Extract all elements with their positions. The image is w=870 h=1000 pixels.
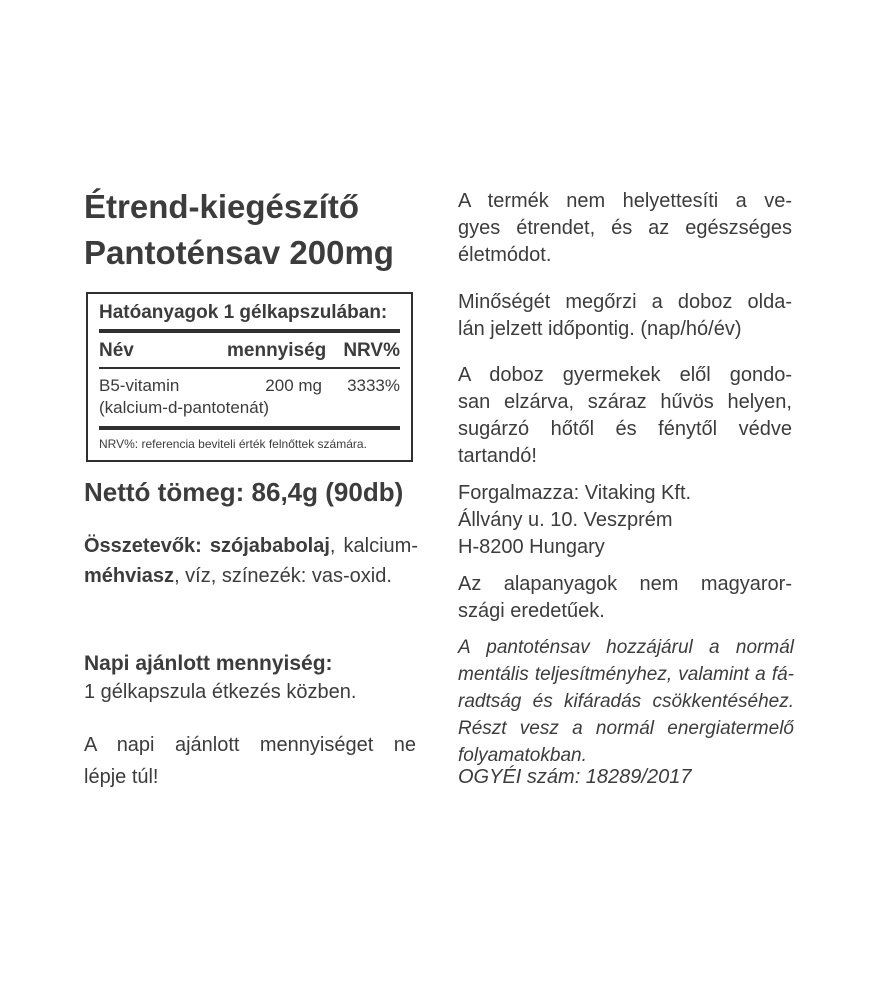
thick-divider [99,329,400,333]
text-line: Étrend-kiegészítő [84,188,360,225]
best-before-note [458,289,792,343]
ogyei-number: OGYÉI szám: 18289/2017 [458,766,692,788]
text-line: életmódot. [458,244,552,266]
origin-note [458,571,792,625]
text-line: A doboz gyermekek elől gondo- [458,364,792,386]
text-line: A napi ajánlott mennyiséget ne [84,734,416,756]
text-line: radtság és kifáradás csökkentéséhez. [458,691,794,712]
storage-warning [458,362,792,470]
thick-divider [99,426,400,430]
text-line: folyamatokban. [458,745,587,766]
text-line: H-8200 Hungary [458,536,605,558]
text-line: Állvány u. 10. Veszprém [458,509,673,531]
text-line: A pantoténsav hozzájárul a normál [458,637,794,658]
text-line: tartandó! [458,445,537,467]
ingredient-name: B5-vitamin [99,376,180,395]
ingredients-paragraph [84,531,418,591]
product-disclaimer [458,188,792,269]
table-row [99,375,400,397]
text-line: szági eredetűek. [458,600,605,622]
overdose-warning [84,729,416,793]
ingredient-name-detail: (kalcium-d-pantotenát) [99,398,270,417]
text-line: sugárzó hőtől és fénytől védve [458,418,792,440]
text-line: Pantoténsav 200mg [84,234,394,271]
text-line: Részt vesz a normál energiatermelő [458,718,794,739]
ingredient-amount: 200 mg [265,376,322,395]
table-header-row [99,339,400,362]
text-line: Az alapanyagok nem magyaror- [458,573,792,595]
ingredient-nrv: 3333% [347,376,400,395]
text-line: Forgalmazza: Vitaking Kft. [458,482,692,504]
health-claims [458,634,794,769]
daily-dose-text: 1 gélkapszula étkezés közben. [84,681,357,703]
text-line: mentális teljesítményhez, valamint a fá- [458,664,794,685]
column-header-name: Név [99,340,134,361]
text-line: Összetevők: szójababolaj, kalcium- [84,535,418,557]
text-line: san elzárva, száraz hűvös helyen, [458,391,792,413]
text-line: gyes étrendet, és az egészséges [458,217,792,239]
text-line: méhviasz, víz, színezék: vas-oxid. [84,565,392,587]
text-line: lán jelzett időpontig. (nap/hó/év) [458,318,742,340]
supplement-facts-table [86,292,413,462]
table-title: Hatóanyagok 1 gélkapszulában: [99,302,388,323]
daily-dose-heading: Napi ajánlott mennyiség: [84,652,333,675]
column-header-amount: mennyiség [227,340,327,361]
column-header-nrv: NRV% [343,340,400,361]
net-weight: Nettó tömeg: 86,4g (90db) [84,477,404,507]
text-line: A termék nem helyettesíti a ve- [458,190,792,212]
distributor-address [458,480,792,561]
page-title [84,184,424,276]
text-line: Minőségét megőrzi a doboz olda- [458,291,792,313]
text-line: lépje túl! [84,766,159,788]
table-footnote: NRV%: referencia beviteli érték felnőttek számára. [99,437,367,451]
thin-divider [99,367,400,369]
